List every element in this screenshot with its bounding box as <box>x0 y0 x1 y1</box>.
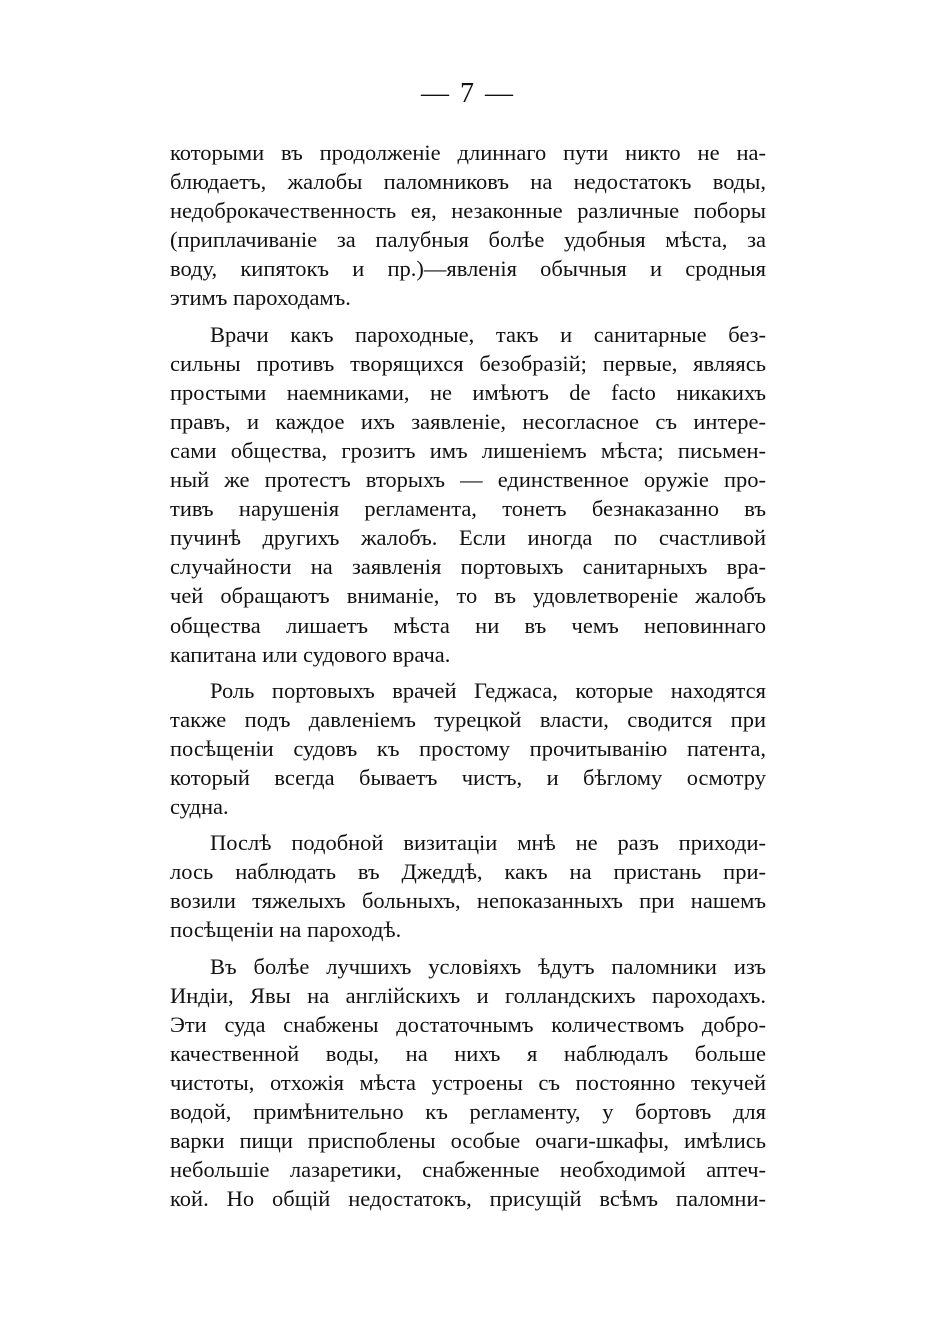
text-line: недоброкачественность ея, незаконные различные поборы <box>170 198 766 224</box>
text-line: Послѣ подобной визитаціи мнѣ не разъ приходи- <box>210 830 766 856</box>
paragraph <box>170 676 766 821</box>
text-line: сильны противъ творящихся безобразій; первые, являясь <box>170 350 766 376</box>
text-line: Эти суда снабжены достаточнымъ количествомъ добро- <box>170 1011 766 1037</box>
paragraph <box>170 952 766 1214</box>
text-line: лось наблюдать въ Джеддѣ, какъ на пристань при- <box>170 859 766 885</box>
page-number: — 7 — <box>421 78 515 109</box>
text-line: сами общества, грозитъ имъ лишеніемъ мѣста; письмен- <box>170 437 766 463</box>
paragraph <box>170 138 766 313</box>
text-line: (приплачиваніе за палубныя болѣе удобныя мѣста, за <box>170 227 766 253</box>
text-line: Индіи, Явы на англійскихъ и голландскихъ пароходахъ. <box>170 982 766 1008</box>
text-line: ный же протестъ вторыхъ — единственное оружіе про- <box>170 467 766 493</box>
paragraph <box>170 320 766 669</box>
text-line: посѣщеніи на пароходѣ. <box>170 917 402 943</box>
text-line: чей обращаютъ вниманіе, то въ удовлетвореніе жалобъ <box>170 583 766 609</box>
text-line: небольшіе лазаретики, снабженные необходимой аптеч- <box>170 1157 766 1183</box>
text-line: случайности на заявленія портовыхъ санитарныхъ вра- <box>170 554 766 580</box>
body-text <box>170 138 766 1213</box>
text-line: блюдаетъ, жалобы паломниковъ на недостатокъ воды, <box>170 169 766 195</box>
text-line: Роль портовыхъ врачей Геджаса, которые находятся <box>210 677 766 703</box>
text-line: также подъ давленіемъ турецкой власти, сводится при <box>170 706 766 732</box>
text-line: правъ, и каждое ихъ заявленіе, несогласное съ интере- <box>170 408 766 434</box>
text-line: простыми наемниками, не имѣютъ de facto никакихъ <box>170 379 766 405</box>
text-line: тивъ нарушенія регламента, тонетъ безнаказанно въ <box>170 496 766 522</box>
text-line: который всегда бываетъ чистъ, и бѣглому осмотру <box>170 764 766 790</box>
text-line: кой. Но общій недостатокъ, присущій всѣмъ паломни- <box>170 1186 766 1212</box>
text-line: варки пищи приспоблены особые очаги-шкафы, имѣлись <box>170 1128 766 1154</box>
text-line: водой, примѣнительно къ регламенту, у бортовъ для <box>170 1099 766 1124</box>
text-line: общества лишаетъ мѣста ни въ чемъ неповиннаго <box>170 612 766 638</box>
text-line: капитана или судового врача. <box>170 641 451 667</box>
text-line: Врачи какъ пароходные, такъ и санитарные без- <box>210 321 766 347</box>
text-line: воду, кипятокъ и пр.)—явленія обычныя и сродныя <box>170 256 766 282</box>
text-line: которыми въ продолженіе длиннаго пути никто не на- <box>170 140 766 165</box>
text-line: посѣщеніи судовъ къ простому прочитыванію патента, <box>170 735 766 761</box>
text-line: качественной воды, на нихъ я наблюдалъ больше <box>170 1040 766 1066</box>
paragraph <box>170 828 766 944</box>
text-line: Въ болѣе лучшихъ условіяхъ ѣдутъ паломники изъ <box>210 953 766 979</box>
text-line: судна. <box>170 794 229 820</box>
text-line: возили тяжелыхъ больныхъ, непоказанныхъ при нашемъ <box>170 888 766 914</box>
text-line: чистоты, отхожія мѣста устроены съ постоянно текучей <box>170 1069 766 1095</box>
text-line: этимъ пароходамъ. <box>170 285 351 311</box>
text-line: пучинѣ другихъ жалобъ. Если иногда по счастливой <box>170 525 766 551</box>
